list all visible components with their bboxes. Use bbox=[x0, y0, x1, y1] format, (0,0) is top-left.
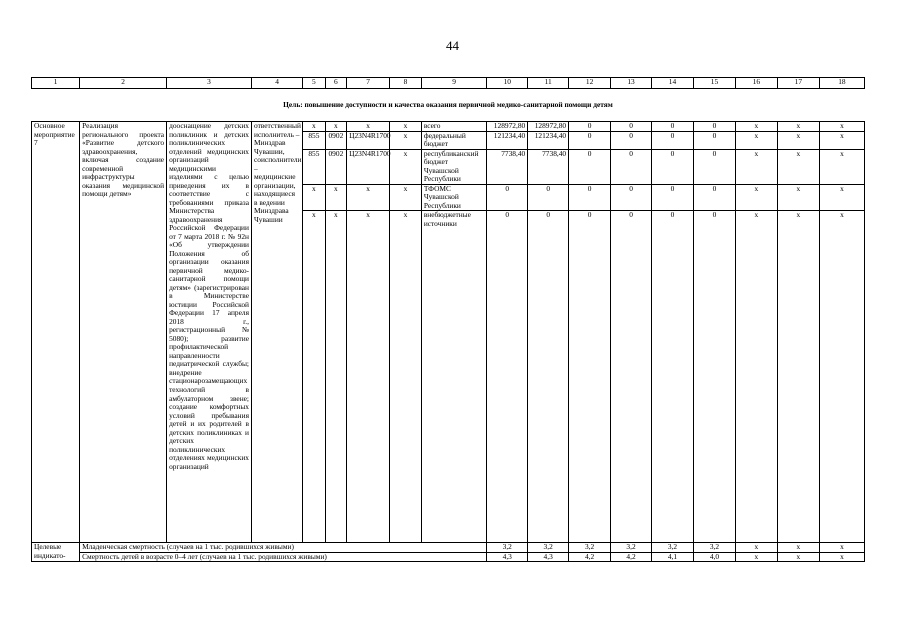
cell-target-article: x bbox=[347, 122, 390, 132]
cell-section: x bbox=[325, 122, 346, 132]
col-number: 6 bbox=[325, 78, 346, 89]
col-number: 8 bbox=[390, 78, 422, 89]
goal-heading: Цель: повышение доступности и качества оказания первичной медико-санитарной помощи детям bbox=[32, 89, 865, 122]
indicator-value: 3,2 bbox=[487, 543, 528, 553]
indicator-name: Младенческая смертность (случаев на 1 тыс. родившихся живыми) bbox=[80, 543, 487, 553]
cell-expense-group: x bbox=[390, 131, 422, 149]
cell-funding-source: республиканский бюджет Чувашской Республики bbox=[421, 149, 486, 184]
event-description: Реализация регионального проекта «Развитие детского здравоохранения, включая создание современной инфраструктуры оказания медицинской помощи детям» bbox=[80, 122, 167, 543]
indicator-name: Смертность детей в возрасте 0–4 лет (случаев на 1 тыс. родившихся живыми) bbox=[80, 552, 487, 562]
cell-value: 0 bbox=[528, 184, 569, 211]
indicator-value: 4,1 bbox=[652, 552, 694, 562]
cell-grbs: 855 bbox=[303, 131, 326, 149]
indicator-value: x bbox=[819, 552, 864, 562]
col-number: 12 bbox=[569, 78, 611, 89]
cell-value: 0 bbox=[611, 184, 652, 211]
col-number: 10 bbox=[487, 78, 528, 89]
cell-value: 0 bbox=[652, 131, 694, 149]
col-number: 9 bbox=[421, 78, 486, 89]
cell-target-article: x bbox=[347, 211, 390, 543]
goal-row bbox=[32, 89, 865, 122]
indicator-value: 3,2 bbox=[693, 543, 735, 553]
indicator-value: 3,2 bbox=[569, 543, 611, 553]
indicator-value: x bbox=[735, 552, 777, 562]
col-number: 15 bbox=[693, 78, 735, 89]
cell-value: 0 bbox=[611, 131, 652, 149]
col-number: 5 bbox=[303, 78, 326, 89]
indicator-row bbox=[32, 543, 865, 553]
cell-value: x bbox=[735, 122, 777, 132]
cell-value: 0 bbox=[652, 149, 694, 184]
cell-grbs: x bbox=[303, 122, 326, 132]
cell-expense-group: x bbox=[390, 122, 422, 132]
cell-value: 0 bbox=[693, 122, 735, 132]
cell-value: x bbox=[735, 211, 777, 543]
event-name: Основное мероприятие 7 bbox=[32, 122, 80, 543]
cell-value: x bbox=[777, 149, 819, 184]
cell-value: x bbox=[735, 149, 777, 184]
indicator-value: x bbox=[777, 552, 819, 562]
cell-value: 128972,80 bbox=[487, 122, 528, 132]
col-number: 2 bbox=[80, 78, 167, 89]
col-number: 13 bbox=[611, 78, 652, 89]
cell-value: x bbox=[819, 122, 864, 132]
cell-value: 121234,40 bbox=[487, 131, 528, 149]
indicator-value: x bbox=[819, 543, 864, 553]
col-number: 14 bbox=[652, 78, 694, 89]
indicator-value: x bbox=[735, 543, 777, 553]
cell-value: 7738,40 bbox=[487, 149, 528, 184]
cell-value: 0 bbox=[611, 149, 652, 184]
cell-value: 0 bbox=[569, 122, 611, 132]
cell-value: x bbox=[819, 149, 864, 184]
cell-grbs: 855 bbox=[303, 149, 326, 184]
cell-funding-source: ТФОМС Чувашской Республики bbox=[421, 184, 486, 211]
cell-target-article: x bbox=[347, 184, 390, 211]
cell-value: x bbox=[819, 184, 864, 211]
indicator-value: 4,2 bbox=[569, 552, 611, 562]
cell-value: x bbox=[735, 184, 777, 211]
cell-funding-source: всего bbox=[421, 122, 486, 132]
cell-value: 0 bbox=[569, 184, 611, 211]
cell-value: 128972,80 bbox=[528, 122, 569, 132]
indicator-value: x bbox=[777, 543, 819, 553]
cell-value: x bbox=[777, 184, 819, 211]
cell-value: 0 bbox=[693, 211, 735, 543]
indicator-value: 3,2 bbox=[611, 543, 652, 553]
cell-value: x bbox=[819, 131, 864, 149]
col-number: 18 bbox=[819, 78, 864, 89]
cell-value: 0 bbox=[487, 211, 528, 543]
col-number: 17 bbox=[777, 78, 819, 89]
cell-value: 0 bbox=[611, 211, 652, 543]
indicator-value: 4,2 bbox=[611, 552, 652, 562]
indicator-value: 4,0 bbox=[693, 552, 735, 562]
col-number: 1 bbox=[32, 78, 80, 89]
cell-grbs: x bbox=[303, 184, 326, 211]
cell-value: 0 bbox=[652, 184, 694, 211]
cell-target-article: Ц23N4R1700 bbox=[347, 131, 390, 149]
col-number: 16 bbox=[735, 78, 777, 89]
cell-value: 0 bbox=[693, 184, 735, 211]
cell-value: 0 bbox=[693, 131, 735, 149]
col-number: 3 bbox=[167, 78, 252, 89]
cell-section: 0902 bbox=[325, 131, 346, 149]
cell-value: 0 bbox=[569, 131, 611, 149]
cell-value: 0 bbox=[569, 149, 611, 184]
indicators-label: Целевые индикато- bbox=[32, 543, 80, 562]
col-number: 4 bbox=[251, 78, 302, 89]
cell-value: x bbox=[777, 131, 819, 149]
cell-value: x bbox=[777, 211, 819, 543]
page-number: 44 bbox=[446, 38, 459, 53]
indicator-value: 3,2 bbox=[652, 543, 694, 553]
cell-value: 0 bbox=[487, 184, 528, 211]
cell-section: x bbox=[325, 211, 346, 543]
table-row bbox=[32, 122, 865, 132]
cell-value: 7738,40 bbox=[528, 149, 569, 184]
indicator-value: 3,2 bbox=[528, 543, 569, 553]
cell-value: 0 bbox=[569, 211, 611, 543]
cell-funding-source: федеральный бюджет bbox=[421, 131, 486, 149]
cell-grbs: x bbox=[303, 211, 326, 543]
indicator-row bbox=[32, 552, 865, 562]
program-table bbox=[31, 77, 865, 562]
cell-expense-group: x bbox=[390, 149, 422, 184]
cell-expense-group: x bbox=[390, 184, 422, 211]
cell-value: 0 bbox=[528, 211, 569, 543]
cell-value: x bbox=[777, 122, 819, 132]
cell-value: 0 bbox=[611, 122, 652, 132]
event-result: дооснащение детских поликлиник и детских поликлинических отделений медицинских организаций медицинскими изделиями с целью приведения их в соответствие с требованиями приказа Министерства здравоохранения Российской Федерации от 7 марта 2018 г. № 92н «Об утверждении Положения об организации оказания первичной медико-санитарной помощи детям» (зарегистрирован в Министерстве юстиции Российской Федерации 17 апреля 2018 г., регистрационный № 5080); развитие профилактической направленности педиатрической службы; внедрение стационарозамещающих технологий в амбулаторном звене; создание комфортных условий пребывания детей и их родителей в детских поликлиниках и детских поликлинических отделениях медицинских организаций bbox=[167, 122, 252, 543]
cell-value: 0 bbox=[693, 149, 735, 184]
col-number: 11 bbox=[528, 78, 569, 89]
cell-value: 0 bbox=[652, 211, 694, 543]
indicator-value: 4,3 bbox=[487, 552, 528, 562]
cell-section: x bbox=[325, 184, 346, 211]
cell-value: x bbox=[735, 131, 777, 149]
cell-expense-group: x bbox=[390, 211, 422, 543]
column-number-row bbox=[32, 78, 865, 89]
event-executor: ответственный исполнитель – Минздрав Чувашии, соисполнители – медицинские организации, находящиеся в ведении Минздрава Чувашии bbox=[251, 122, 302, 543]
cell-section: 0902 bbox=[325, 149, 346, 184]
indicator-value: 4,3 bbox=[528, 552, 569, 562]
col-number: 7 bbox=[347, 78, 390, 89]
cell-value: x bbox=[819, 211, 864, 543]
cell-value: 121234,40 bbox=[528, 131, 569, 149]
cell-funding-source: внебюджетные источники bbox=[421, 211, 486, 543]
cell-target-article: Ц23N4R1700 bbox=[347, 149, 390, 184]
cell-value: 0 bbox=[652, 122, 694, 132]
